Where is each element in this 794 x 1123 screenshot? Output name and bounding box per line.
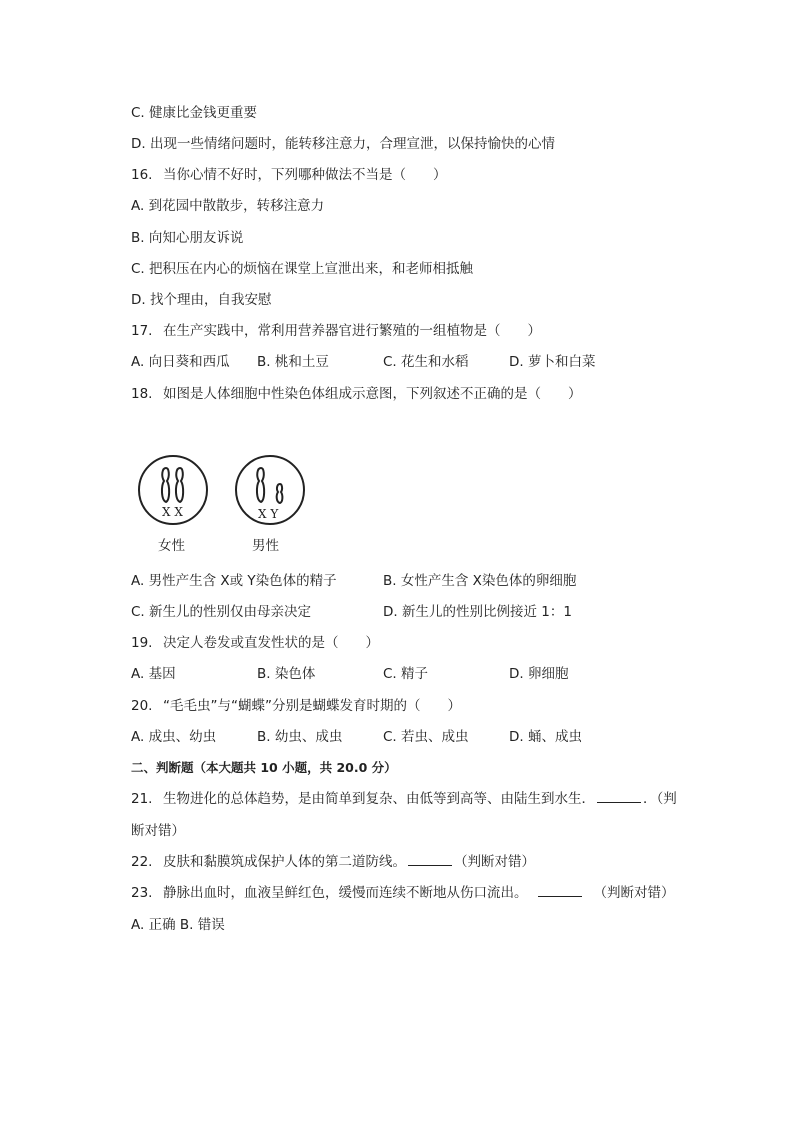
female-chromosome-label: X X xyxy=(162,505,183,519)
q17-option-b: B. 桃和土豆 xyxy=(257,354,329,370)
q16-option-d: D. 找个理由，自我安慰 xyxy=(131,292,272,308)
question-number: 23. xyxy=(131,885,153,901)
question-21 xyxy=(131,790,677,808)
q18-option-a: A. 男性产生含 X或 Y染色体的精子 xyxy=(131,573,337,589)
question-number: 16. xyxy=(131,167,153,183)
question-suffix: （判断对错） xyxy=(454,854,535,870)
question-16 xyxy=(131,166,447,184)
female-chromosome-2 xyxy=(176,468,183,502)
q18-option-d: D. 新生儿的性别比例接近 1：1 xyxy=(383,604,572,620)
q20-option-d: D. 蛹、成虫 xyxy=(509,729,582,745)
q17-option-c: C. 花生和水稻 xyxy=(383,354,469,370)
answer-blank[interactable] xyxy=(597,790,641,803)
question-suffix: ．（判 xyxy=(643,791,677,807)
question-number: 21. xyxy=(131,791,153,807)
question-text: 决定人卷发或直发性状的是（ ） xyxy=(163,635,379,651)
female-chromosome-1 xyxy=(162,468,169,502)
question-text: 生物进化的总体趋势，是由简单到复杂、由低等到高等、由陆生到水生． xyxy=(163,791,595,807)
question-number: 18. xyxy=(131,386,153,402)
question-18 xyxy=(131,385,582,403)
q23-options: A. 正确 B. 错误 xyxy=(131,917,225,933)
question-20 xyxy=(131,697,461,715)
answer-blank[interactable] xyxy=(538,884,582,897)
male-chromosome-label: X Y xyxy=(258,507,279,521)
question-text: 在生产实践中，常利用营养器官进行繁殖的一组植物是（ ） xyxy=(163,323,541,339)
question-text: 皮肤和黏膜筑成保护人体的第二道防线。 xyxy=(163,854,406,870)
question-17 xyxy=(131,322,541,340)
male-chromosome-y xyxy=(277,484,283,503)
question-19 xyxy=(131,634,379,652)
q19-option-c: C. 精子 xyxy=(383,666,429,682)
q18-option-b: B. 女性产生含 X染色体的卵细胞 xyxy=(383,573,577,589)
question-21-continued: 断对错） xyxy=(131,823,185,839)
line-d-emotion: D. 出现一些情绪问题时，能转移注意力，合理宣泄，以保持愉快的心情 xyxy=(131,136,555,152)
q20-option-c: C. 若虫、成虫 xyxy=(383,729,469,745)
q19-option-b: B. 染色体 xyxy=(257,666,316,682)
question-number: 22. xyxy=(131,854,153,870)
q17-option-d: D. 萝卜和白菜 xyxy=(509,354,596,370)
answer-blank[interactable] xyxy=(408,853,452,866)
question-number: 20. xyxy=(131,698,153,714)
question-text: 如图是人体细胞中性染色体组成示意图，下列叙述不正确的是（ ） xyxy=(163,386,582,402)
q19-option-a: A. 基因 xyxy=(131,666,176,682)
question-number: 17. xyxy=(131,323,153,339)
question-suffix: （判断对错） xyxy=(593,885,675,901)
question-text: “毛毛虫”与“蝴蝶”分别是蝴蝶发育时期的（ ） xyxy=(163,698,461,714)
q20-option-b: B. 幼虫、成虫 xyxy=(257,729,343,745)
female-caption: 女性 xyxy=(158,538,185,554)
question-text: 静脉出血时，血液呈鲜红色，缓慢而连续不断地从伤口流出。 xyxy=(163,885,528,901)
line-c-health: C. 健康比金钱更重要 xyxy=(131,105,258,121)
section-heading: 二、判断题（本大题共 10 小题，共 20.0 分） xyxy=(131,760,397,775)
q18-option-c: C. 新生儿的性别仅由母亲决定 xyxy=(131,604,312,620)
q20-option-a: A. 成虫、幼虫 xyxy=(131,729,217,745)
q17-option-a: A. 向日葵和西瓜 xyxy=(131,354,230,370)
q16-option-a: A. 到花园中散散步，转移注意力 xyxy=(131,198,325,214)
chromosome-figure xyxy=(130,450,310,530)
q16-option-b: B. 向知心朋友诉说 xyxy=(131,230,244,246)
male-caption: 男性 xyxy=(252,538,279,554)
q19-option-d: D. 卵细胞 xyxy=(509,666,569,682)
male-chromosome-x xyxy=(257,468,264,502)
question-number: 19. xyxy=(131,635,153,651)
q16-option-c: C. 把积压在内心的烦恼在课堂上宣泄出来，和老师相抵触 xyxy=(131,261,474,277)
question-22 xyxy=(131,853,535,871)
question-text: 当你心情不好时，下列哪种做法不当是（ ） xyxy=(163,167,447,183)
question-23 xyxy=(131,884,675,902)
